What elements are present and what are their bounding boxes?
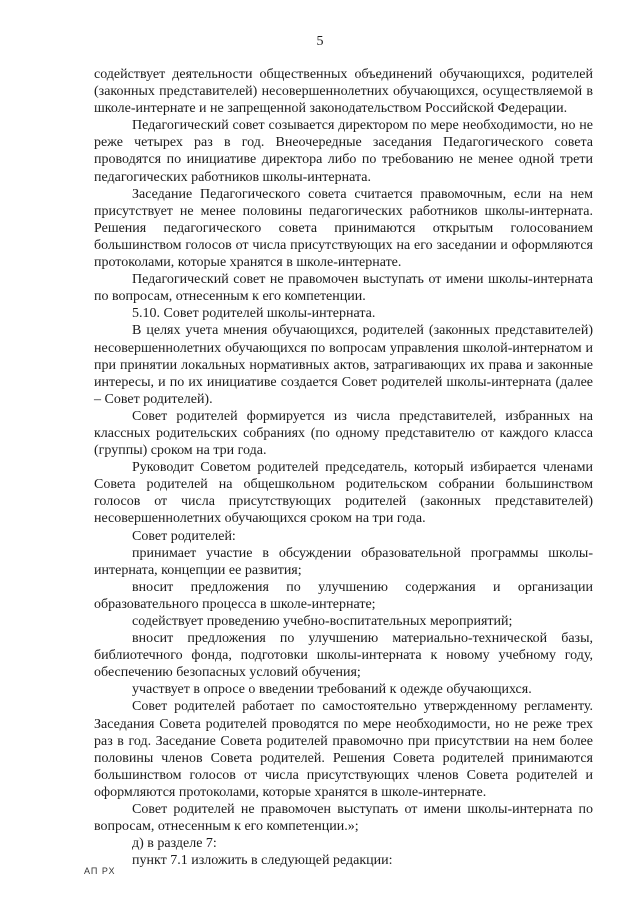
paragraph: Совет родителей формируется из числа представителей, избранных на классных родительских собраниях (по одному представителю от каждого класса (группы) сроком на три года. — [94, 408, 593, 459]
paragraph: Совет родителей: — [132, 528, 236, 544]
footer-mark: АП РХ — [84, 866, 116, 876]
paragraph: Совет родителей работает по самостоятельно утвержденному регламенту. Заседания Совета родителей проводятся по мере необходимости, но не реже трех раз в год. Заседание Совета родителей правомочно при присутствии на нем более половины членов Совета родителей. Решения Совета родителей принимаются большинством голосов от числа присутствующих членов Совета родителей и оформляются протоколами, которые хранятся в школе-интернате. — [94, 699, 593, 800]
paragraph: пункт 7.1 изложить в следующей редакции: — [132, 853, 393, 869]
paragraph: Педагогический совет не правомочен выступать от имени школы-интерната по вопросам, отнесенным к его компетенции. — [94, 272, 593, 305]
section-heading: 5.10. Совет родителей школы-интерната. — [132, 306, 376, 322]
paragraph: Руководит Советом родителей председатель, который избирается членами Совета родителей на общешкольном родительском собрании большинством голосов от числа присутствующих родителей (законных представителей) несовершеннолетних обучающихся сроком на три года. — [94, 460, 593, 527]
list-item: принимает участие в обсуждении образовательной программы школы-интерната, концепции ее развития; — [94, 545, 593, 578]
paragraph: д) в разделе 7: — [132, 836, 217, 852]
paragraph: В целях учета мнения обучающихся, родителей (законных представителей) несовершеннолетних обучающихся по вопросам управления школой-интернатом и при принятии локальных нормативных актов, затрагивающих их права и законные интересы, и по их инициативе создается Совет родителей школы-интерната (далее – Совет родителей). — [94, 323, 593, 407]
paragraph: Заседание Педагогического совета считается правомочным, если на нем присутствует не менее половины педагогических работников школы-интерната. Решения педагогического совета принимаются открытым голосованием большинством голосов от числа присутствующих на его заседании и оформляются протоколами, которые хранятся в школе-интернате. — [94, 186, 593, 271]
page-number: 5 — [316, 34, 324, 49]
paragraph: содействует деятельности общественных объединений обучающихся, родителей (законных представителей) несовершеннолетних обучающихся, осуществляемой в школе-интернате и не запрещенной законодательством Российской Федерации. — [94, 67, 593, 117]
list-item: содействует проведению учебно-воспитательных мероприятий; — [132, 614, 513, 629]
list-item: вносит предложения по улучшению материально-технической базы, библиотечного фонда, подготовки школы-интерната к новому учебному году, обеспечению безопасных условий обучения; — [94, 631, 593, 681]
document-body — [94, 66, 593, 869]
paragraph: Совет родителей не правомочен выступать от имени школы-интерната по вопросам, отнесенным к его компетенции.»; — [94, 802, 593, 835]
paragraph: Педагогический совет созывается директором по мере необходимости, но не реже четырех раз в год. Внеочередные заседания Педагогического совета проводятся по инициативе директора либо по требованию не менее одной трети педагогических работников школы-интерната. — [94, 118, 593, 185]
list-item: участвует в опросе о введении требований к одежде обучающихся. — [132, 682, 532, 698]
list-item: вносит предложения по улучшению содержания и организации образовательного процесса в школе-интернате; — [94, 579, 593, 612]
